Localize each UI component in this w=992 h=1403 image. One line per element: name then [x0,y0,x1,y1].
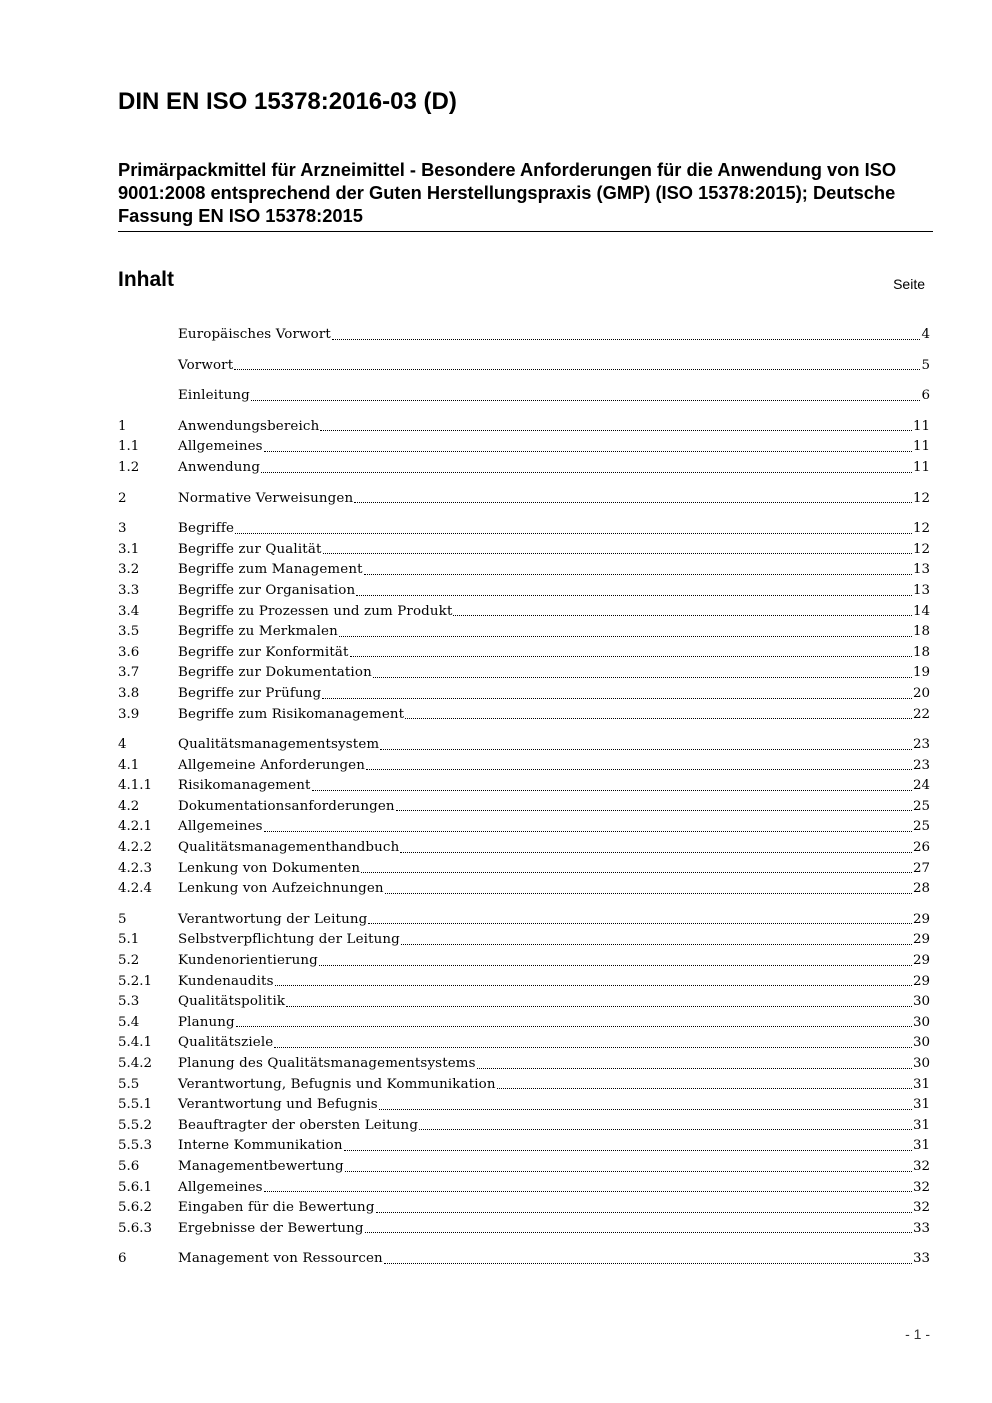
toc-entry-page: 28 [912,881,930,897]
toc-entry-page: 29 [912,973,930,989]
toc-entry[interactable] [118,735,930,756]
toc-dot-leader [264,1190,912,1192]
toc-entry-page: 19 [912,665,930,681]
toc-dot-leader [366,768,912,770]
toc-entry-page: 23 [912,757,930,773]
toc-entry-number: 4.1.1 [118,778,153,794]
toc-dot-leader [236,1025,912,1027]
toc-dot-leader [339,635,912,637]
toc-entry-page: 29 [912,953,930,969]
toc-entry-page: 18 [912,624,930,640]
toc-entry-label: Lenkung von Dokumenten [178,860,361,876]
toc-entry-label: Management von Ressourcen [178,1251,383,1267]
toc-dot-leader [401,943,912,945]
toc-entry-label: Eingaben für die Bewertung [178,1200,375,1216]
toc-entry-number: 5.4.2 [118,1056,153,1071]
toc-entry-label: Qualitätsmanagementhandbuch [178,840,400,856]
document-title: DIN EN ISO 15378:2016-03 (D) [118,88,457,115]
toc-entry[interactable] [118,1033,930,1054]
toc-entry[interactable] [118,489,930,510]
toc-dot-leader [319,964,912,966]
toc-entry-page: 31 [912,1076,930,1092]
toc-entry-label: Begriffe [178,521,235,537]
toc-entry[interactable] [118,386,930,407]
toc-entry-page: 13 [912,582,930,598]
toc-dot-leader [497,1087,912,1089]
toc-entry-number: 5.5.2 [118,1117,153,1133]
toc-entry-page: 4 [921,327,930,342]
toc-entry-label: Begriffe zur Qualität [178,541,322,557]
toc-entry-number: 3.6 [118,644,140,660]
toc-group [118,735,930,900]
toc-entry-number: 5 [118,911,127,927]
toc-entry-label: Verantwortung der Leitung [178,911,368,927]
toc-entry-page: 23 [912,737,930,753]
toc-entry-page: 27 [912,860,930,876]
toc-entry-page: 32 [912,1179,930,1195]
toc-entry[interactable] [118,325,930,346]
toc-entry-page: 29 [912,932,930,948]
toc-entry-number: 3.4 [118,603,140,619]
toc-entry[interactable] [118,817,930,838]
toc-dot-leader [379,1108,912,1110]
toc-entry-label: Qualitätsziele [178,1035,274,1051]
toc-entry-page: 30 [912,1056,930,1071]
toc-entry-label: Begriffe zur Organisation [178,582,356,598]
toc-dot-leader [361,871,912,873]
toc-entry-number: 5.6 [118,1158,140,1174]
toc-entry-label: Qualitätsmanagementsystem [178,737,380,753]
toc-entry-label: Begriffe zu Prozessen und zum Produkt [178,603,453,619]
toc-entry[interactable] [118,910,930,931]
toc-entry[interactable] [118,1249,930,1270]
toc-heading: Inhalt [118,268,174,291]
toc-dot-leader [405,717,912,719]
toc-entry-number: 3.3 [118,582,140,598]
toc-entry[interactable] [118,879,930,900]
toc-dot-leader [235,532,912,534]
toc-group [118,1249,930,1270]
toc-entry[interactable] [118,356,930,377]
toc-dot-leader [323,552,912,554]
toc-entry[interactable] [118,951,930,972]
toc-entry-label: Allgemeine Anforderungen [178,757,366,773]
toc-entry-number: 1.2 [118,459,140,475]
toc-entry-page: 12 [912,521,930,537]
toc-entry-page: 14 [912,603,930,619]
toc-entry[interactable] [118,437,930,458]
toc-entry-number: 3 [118,521,127,537]
toc-dot-leader [350,655,912,657]
toc-entry-label: Allgemeines [178,819,263,835]
toc-entry-page: 25 [912,819,930,835]
toc-dot-leader [320,429,912,431]
toc-dot-leader [384,1262,912,1264]
toc-entry[interactable] [118,1136,930,1157]
toc-entry-number: 3.2 [118,562,140,578]
toc-entry-number: 5.4 [118,1014,140,1030]
toc-entry-label: Begriffe zur Dokumentation [178,665,372,681]
toc-group [118,417,930,479]
toc-entry-page: 31 [912,1138,930,1154]
toc-dot-leader [385,892,912,894]
toc-entry-label: Begriffe zum Management [178,562,363,578]
toc-entry-label: Verantwortung, Befugnis und Kommunikation [178,1076,496,1092]
toc-dot-leader [376,1211,912,1213]
toc-entry-number: 4.2.1 [118,819,153,835]
toc-entry-page: 33 [912,1251,930,1267]
toc-dot-leader [274,1046,912,1048]
toc-entry[interactable] [118,643,930,664]
toc-entry-number: 2 [118,490,127,506]
toc-entry[interactable] [118,1198,930,1219]
toc-entry-page: 30 [912,1035,930,1051]
toc-entry[interactable] [118,581,930,602]
toc-dot-leader [380,748,912,750]
toc-entry[interactable] [118,859,930,880]
toc-entry-label: Allgemeines [178,1179,263,1195]
toc-entry-number: 6 [118,1251,127,1267]
toc-entry-label: Selbstverpflichtung der Leitung [178,932,400,948]
toc-entry-number: 5.6.1 [118,1179,153,1195]
toc-dot-leader [365,1231,912,1233]
document-subtitle: Primärpackmittel für Arzneimittel - Besondere Anforderungen für die Anwendung von ISO 9001:2008 entsprechend der Guten Herstellungspraxis (GMP) (ISO 15378:2015); Deutsche Fassung EN ISO 15378:2015 [118,158,933,232]
toc-dot-leader [368,922,912,924]
toc-entry[interactable] [118,972,930,993]
toc-entry[interactable] [118,1157,930,1178]
toc-dot-leader [373,676,912,678]
toc-dot-leader [396,809,912,811]
toc-entry-page: 30 [912,1014,930,1030]
toc-entry-label: Begriffe zur Prüfung [178,685,322,701]
toc-entry-label: Beauftragter der obersten Leitung [178,1117,419,1133]
toc-entry-label: Anwendungsbereich [178,418,320,434]
toc-entry-page: 29 [912,911,930,927]
toc-entry-label: Begriffe zum Risikomanagement [178,706,405,722]
toc-dot-leader [345,1170,912,1172]
toc-entry-label: Normative Verweisungen [178,490,354,506]
toc-entry-label: Managementbewertung [178,1158,344,1174]
toc-entry-page: 22 [912,706,930,722]
toc-entry-label: Kundenaudits [178,973,274,989]
toc-entry-label: Qualitätspolitik [178,994,286,1010]
toc-group [118,386,930,407]
toc-entry-number: 5.2 [118,953,140,969]
toc-entry[interactable] [118,663,930,684]
toc-entry-label: Anwendung [178,459,261,475]
toc-entry-page: 25 [912,798,930,814]
toc-entry[interactable] [118,1219,930,1240]
toc-entry-page: 31 [912,1117,930,1133]
toc-entry-page: 20 [912,685,930,701]
toc-dot-leader [286,1005,912,1007]
toc-entry-label: Vorwort [178,357,234,373]
toc-dot-leader [275,984,912,986]
toc-entry-page: 12 [912,541,930,557]
toc-dot-leader [322,697,912,699]
toc-dot-leader [251,399,921,401]
toc-entry-number: 3.7 [118,665,140,681]
toc-group [118,489,930,510]
toc-entry[interactable] [118,1095,930,1116]
toc-dot-leader [264,450,912,452]
toc-entry-number: 3.8 [118,685,140,701]
toc-entry-label: Dokumentationsanforderungen [178,798,395,814]
toc-dot-leader [364,573,912,575]
toc-dot-leader [453,614,911,616]
toc-entry-label: Einleitung [178,388,250,404]
toc-entry-page: 5 [921,357,930,373]
toc-entry-page: 18 [912,644,930,660]
toc-dot-leader [332,338,921,340]
toc-entry-label: Planung [178,1014,235,1030]
toc-dot-leader [261,471,912,473]
toc-entry-page: 24 [912,778,930,794]
toc-entry-label: Verantwortung und Befugnis [178,1097,378,1113]
toc-entry[interactable] [118,560,930,581]
table-of-contents [118,325,930,1280]
toc-entry[interactable] [118,930,930,951]
toc-dot-leader [419,1128,912,1130]
toc-entry-page: 12 [912,490,930,506]
toc-entry[interactable] [118,540,930,561]
toc-entry-label: Kundenorientierung [178,953,318,969]
toc-entry-page: 11 [912,439,930,455]
toc-entry-number: 5.1 [118,932,140,948]
toc-page-column-heading: Seite [893,276,925,292]
page-number: - 1 - [905,1326,930,1342]
toc-entry-page: 26 [912,840,930,856]
toc-group [118,325,930,346]
toc-entry[interactable] [118,992,930,1013]
toc-entry-number: 3.5 [118,624,140,640]
toc-dot-leader [234,368,920,370]
toc-entry[interactable] [118,838,930,859]
toc-group [118,356,930,377]
toc-entry[interactable] [118,458,930,479]
toc-entry-page: 11 [912,459,930,475]
toc-entry-label: Interne Kommunikation [178,1138,343,1154]
toc-entry-label: Ergebnisse der Bewertung [178,1220,364,1236]
toc-entry-number: 1.1 [118,439,140,455]
toc-entry[interactable] [118,1013,930,1034]
toc-entry-number: 4.2.2 [118,840,153,856]
toc-entry-number: 5.6.2 [118,1200,153,1216]
toc-entry-label: Europäisches Vorwort [178,327,331,342]
toc-entry[interactable] [118,602,930,623]
toc-entry-page: 11 [912,418,930,434]
toc-group [118,519,930,725]
toc-entry[interactable] [118,705,930,726]
toc-entry-page: 13 [912,562,930,578]
toc-entry-number: 3.9 [118,706,140,722]
toc-entry[interactable] [118,1054,930,1075]
toc-entry-number: 4.2 [118,798,140,814]
toc-entry-number: 4.2.3 [118,860,153,876]
toc-entry-label: Lenkung von Aufzeichnungen [178,881,384,897]
toc-dot-leader [477,1067,912,1069]
toc-entry-label: Allgemeines [178,439,263,455]
toc-entry-number: 5.6.3 [118,1220,153,1236]
toc-entry-page: 6 [921,388,930,404]
toc-entry-number: 4.2.4 [118,881,153,897]
toc-entry-number: 5.5.1 [118,1097,153,1113]
toc-entry[interactable] [118,684,930,705]
toc-entry-number: 1 [118,418,127,434]
toc-entry-label: Begriffe zur Konformität [178,644,349,660]
toc-entry-number: 5.5.3 [118,1138,153,1154]
toc-dot-leader [400,851,912,853]
toc-entry-page: 32 [912,1200,930,1216]
toc-entry-number: 5.3 [118,994,140,1010]
toc-entry-number: 4 [118,737,127,753]
toc-dot-leader [356,594,912,596]
toc-entry[interactable] [118,417,930,438]
toc-entry-label: Begriffe zu Merkmalen [178,624,338,640]
toc-dot-leader [264,830,912,832]
toc-entry[interactable] [118,797,930,818]
toc-entry-number: 4.1 [118,757,140,773]
toc-dot-leader [354,501,912,503]
toc-group [118,910,930,1240]
toc-entry[interactable] [118,776,930,797]
toc-entry-number: 5.2.1 [118,973,153,989]
toc-entry[interactable] [118,1075,930,1096]
toc-dot-leader [344,1149,912,1151]
toc-entry[interactable] [118,519,930,540]
toc-entry[interactable] [118,622,930,643]
toc-dot-leader [312,789,912,791]
toc-entry-label: Risikomanagement [178,778,311,794]
toc-entry-page: 31 [912,1097,930,1113]
toc-entry-number: 5.4.1 [118,1035,153,1051]
toc-entry-page: 33 [912,1220,930,1236]
toc-entry-number: 5.5 [118,1076,140,1092]
toc-entry[interactable] [118,1116,930,1137]
toc-entry[interactable] [118,1178,930,1199]
toc-entry-number: 3.1 [118,541,140,557]
toc-entry[interactable] [118,756,930,777]
toc-entry-label: Planung des Qualitätsmanagementsystems [178,1056,476,1071]
toc-entry-page: 30 [912,994,930,1010]
toc-entry-page: 32 [912,1158,930,1174]
